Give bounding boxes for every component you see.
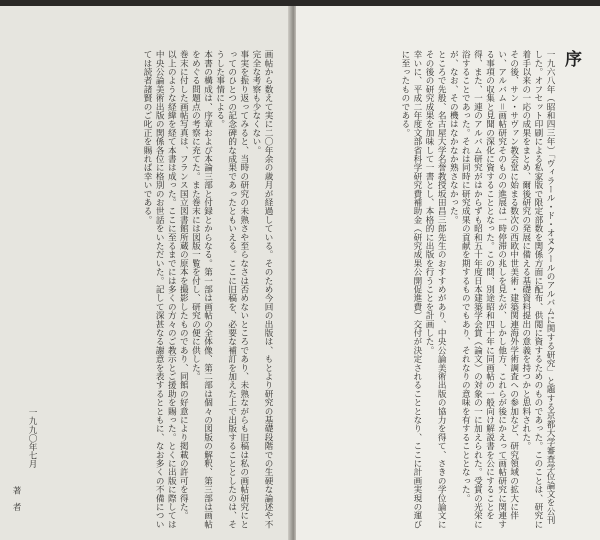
left-page-body-text: 画帖から数えて実に二〇年余の歳月が経過している。そのため今回の出版は、もとより研究の基礎段階での生硬な論述や不完全な考察も少なくない。 事実を振り返ってみると、当時の研究の未熟さや至らなさは否めないところであり、未熟ながらも旧稿は私の画帖研究にとってのひとつの記念碑的な成果であったともいえる。ここに旧稿を、必要な補訂を加えた上で出版することとしたのは、そうした事情による。 本書の構成は、序章および本論三部と付録とからなる。第一部は画帖の全体像、第二部は個々の図版の解釈、第三部は画帖をめぐる問題点の考察に充てた。また巻末には図版一覧を付し、研究の便に供した。 巻末に付した画帖写真は、フランス国立図書館所蔵の原本を撮影したものであり、同館の好意により掲載の許可を得た。 以上のような経緯を経て本書は成った。ここに至るまでには多くの方々のご教示とご援助を賜った。とくに出版に際しては中央公論美術出版の関係各位に格別のお世話をいただいた。記して深甚なる謝意を表するとともに、なお多くの不備については読者諸賢のご叱正を賜れば幸いである。 (142, 50, 273, 529)
right-page-body-text: 一九六八年（昭和四三年）「ヴィラール・ド・オヌクールのアルバムに関する研究」と題する京都大学審査学位論文を公刊した。オフセット印刷による私家版で限定部数を関係方面に配布、供閲に資するためのものであった。このことは、研究に着手以来の一応の成果をまとめ、爾後研究の発展に備える基礎資料提出の意義を持つかと思料された。 その後、サン・サヴァン教会堂に始まる数次の西欧中世美術・建築関連海外学術調査への参加など、研究領域の拡大に伴い、アルバム＝画帖研究そのものの進展は一時停滞の兆しを見たが、しかし他方、これらが後にかえって画帖研究に関連する事項の収集と見聞の深化に資することとなった。この間、別途昭和四十年に同画帖の一般向け解説書を公にすることを得、また、一連のアルバム研究がはからずも昭和五十年度日本建築学会賞（論文）の対象の一に加えられた。受賞の光栄に浴することであった。それは同時に研究成果の貢献を期するものでもあり、それなりの意味を有することとなった。 が、なお、その機はなかなか熟さなかった。 ところで先般、名古屋大学名誉教授坂田昌三郎先生のおすすめがあり、中央公論美術出版の協力を得て、さきの学位論文にその後の研究成果を加味して一書とし、本格的に出版を行うことを計画した。 幸いに、平成二年度文部省科学研究費補助金（研究成果公開促進費）交付が決定されることとなり、ここに計画実現の運びに至ったものである。 (399, 50, 555, 529)
preface-heading: 序 (561, 50, 581, 69)
preface-date: 一九九〇年七月 (27, 408, 37, 469)
left-page (0, 6, 292, 540)
preface-author: 著者 (11, 486, 21, 520)
right-page (296, 6, 600, 540)
